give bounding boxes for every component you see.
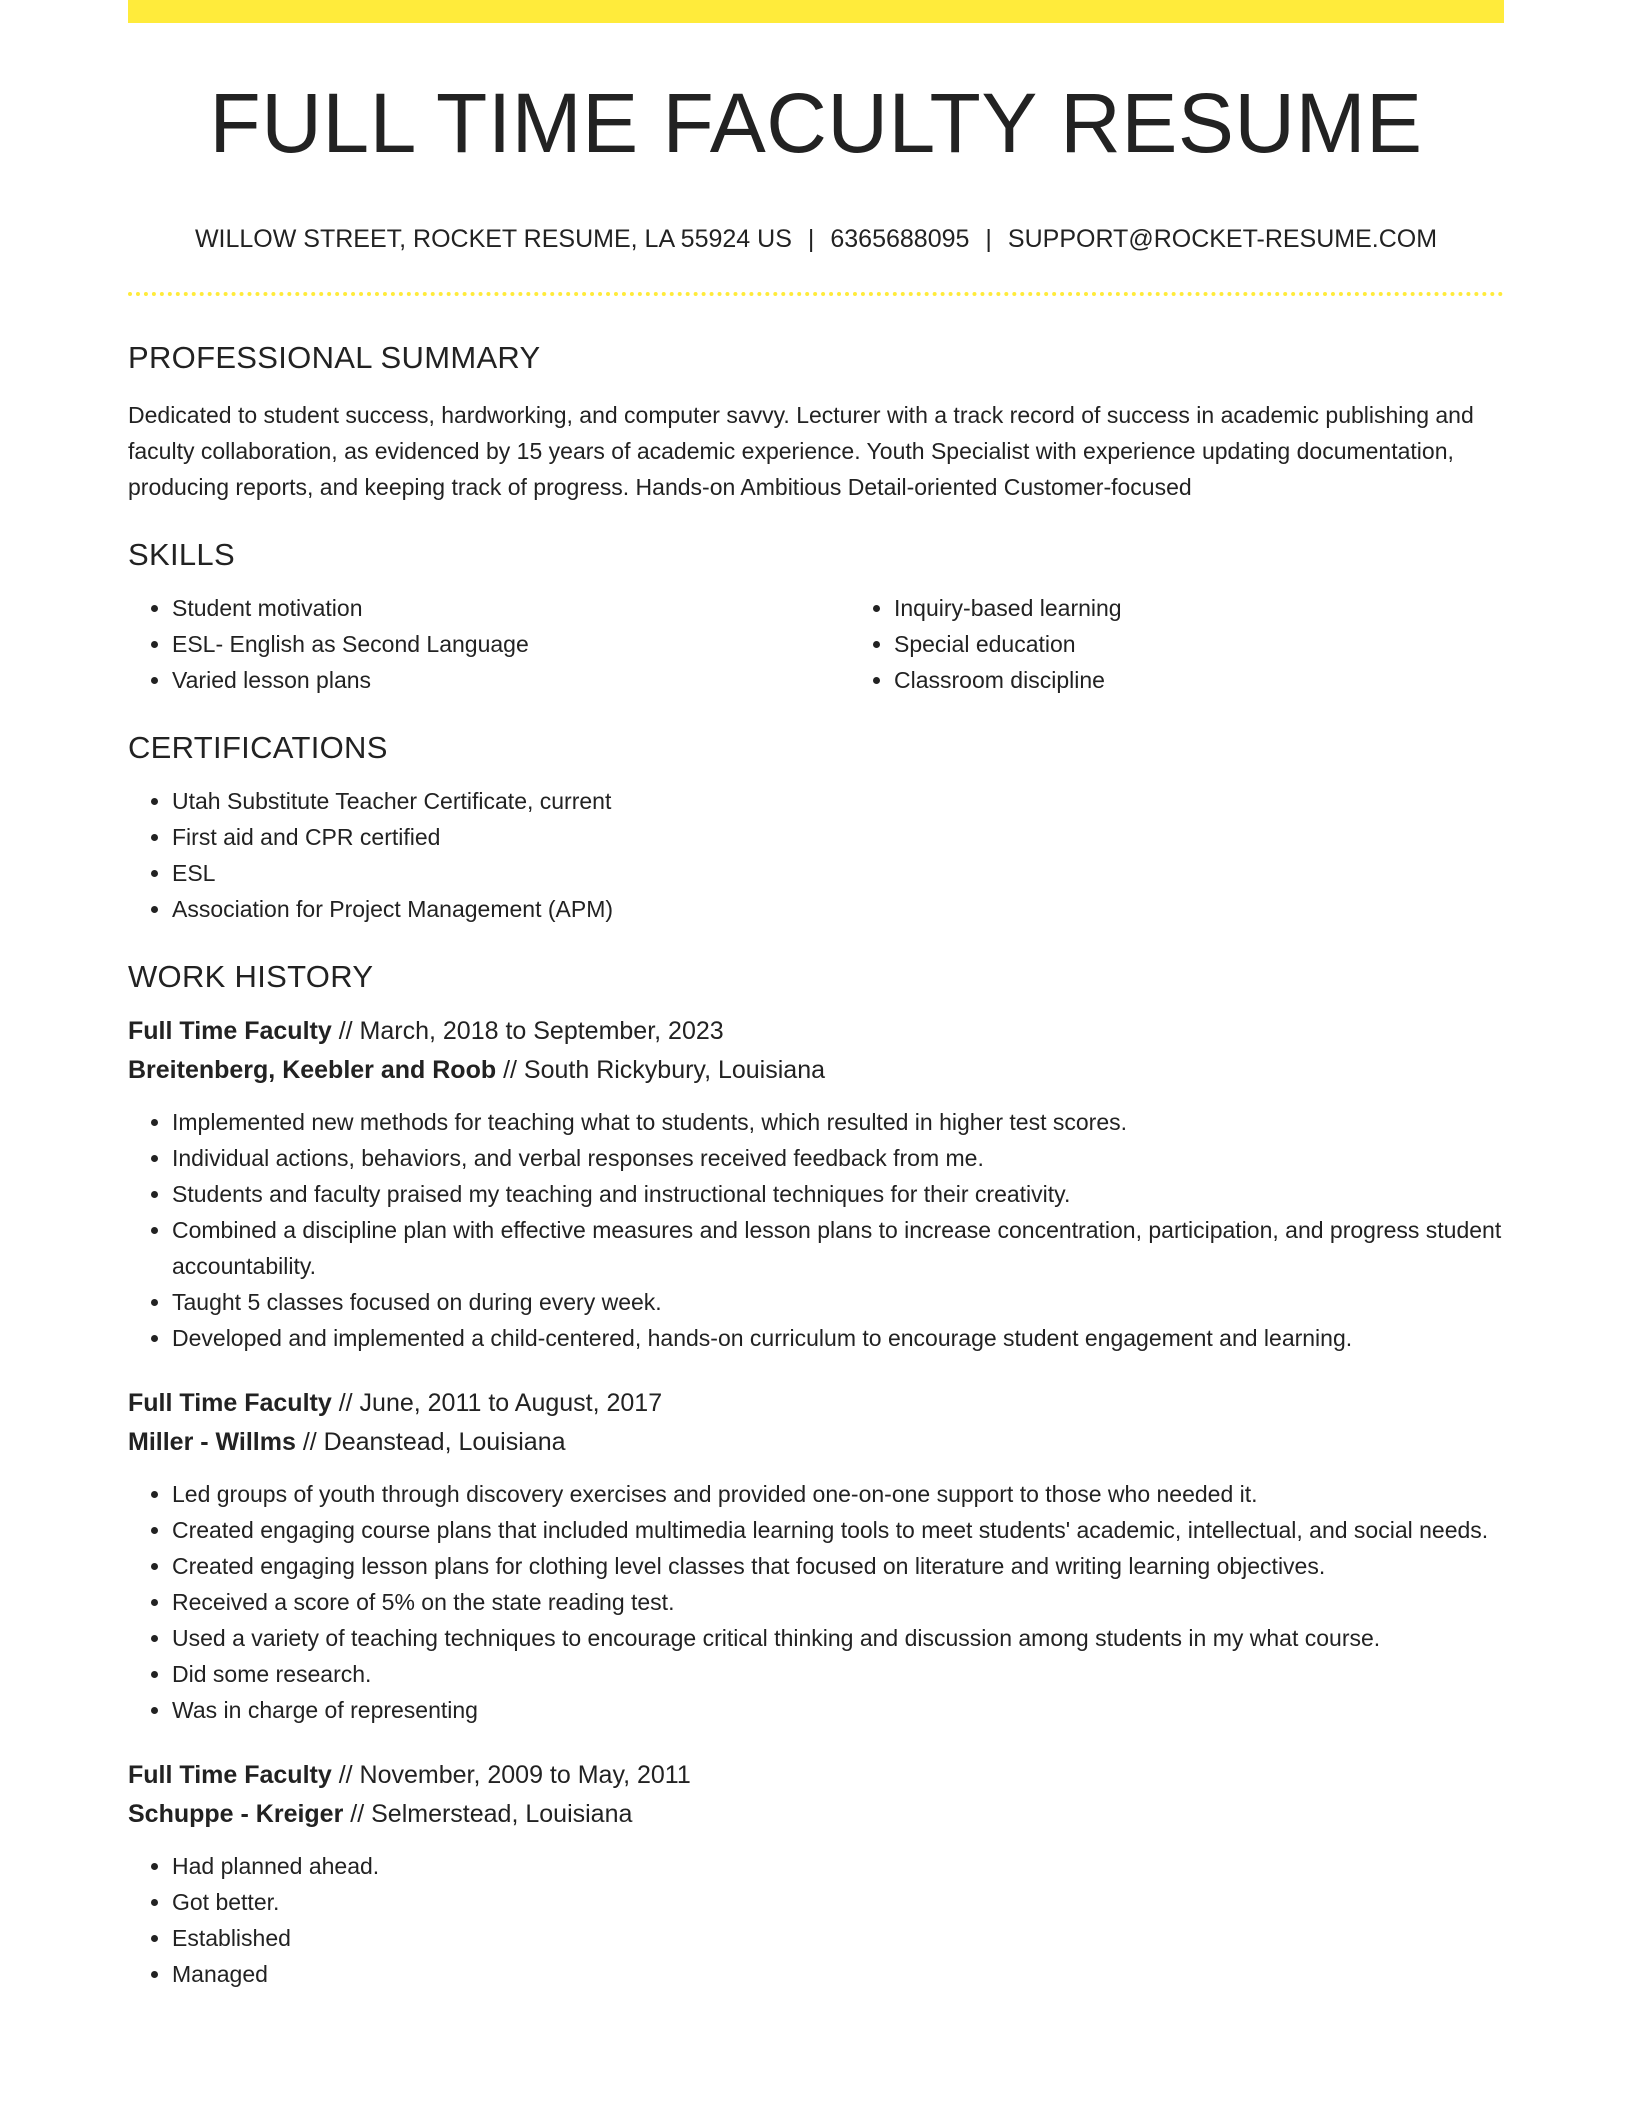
contact-address: WILLOW STREET, ROCKET RESUME, LA 55924 US xyxy=(194,225,792,253)
job-company: Breitenberg, Keebler and Roob xyxy=(128,1056,497,1084)
job-bullet: • Developed and implemented a child-centered, hands-on curriculum to encourage student engagement and learning. xyxy=(172,1320,1504,1356)
skill-item: • Special education xyxy=(894,626,1572,662)
job-bullet: • Students and faculty praised my teaching and instructional techniques for their creativity. xyxy=(172,1176,1504,1212)
contact-separator: | xyxy=(985,225,992,253)
job-company-line xyxy=(128,1795,1504,1834)
job-bullet: • Created engaging course plans that included multimedia learning tools to meet students' academic, intellectual, and social needs. xyxy=(172,1512,1504,1548)
job-location: // Deanstead, Louisiana xyxy=(302,1428,566,1456)
job-dates: // November, 2009 to May, 2011 xyxy=(338,1761,691,1789)
job-title-line xyxy=(128,1756,1504,1795)
skill-item: • Inquiry-based learning xyxy=(894,590,1572,626)
job-bullets xyxy=(128,1476,1504,1728)
job-bullet: • Implemented new methods for teaching what to students, which resulted in higher test scores. xyxy=(172,1104,1504,1140)
job-bullet: • Had planned ahead. xyxy=(172,1848,1504,1884)
contact-separator: | xyxy=(807,225,815,253)
job-bullets xyxy=(128,1104,1504,1356)
skill-item: • Varied lesson plans xyxy=(172,662,850,698)
job-company: Schuppe - Kreiger xyxy=(128,1800,344,1828)
job-title: Full Time Faculty xyxy=(128,1761,332,1789)
contact-line xyxy=(128,227,1504,252)
certification-item: • Utah Substitute Teacher Certificate, current xyxy=(172,783,1504,819)
job-bullet: • Combined a discipline plan with effective measures and lesson plans to increase concentration, participation, and progress student accountability. xyxy=(172,1212,1504,1284)
job-bullet: • Received a score of 5% on the state reading test. xyxy=(172,1584,1504,1620)
certifications-list xyxy=(128,783,1504,927)
job-bullet: • Was in charge of representing xyxy=(172,1692,1504,1728)
job-entry xyxy=(128,1012,1504,1356)
skill-item: • Classroom discipline xyxy=(894,662,1572,698)
job-title-line xyxy=(128,1384,1504,1423)
job-bullet: • Established xyxy=(172,1920,1504,1956)
resume-title: FULL TIME FACULTY RESUME xyxy=(209,76,1423,170)
job-title-line xyxy=(128,1012,1504,1051)
skill-item: • ESL- English as Second Language xyxy=(172,626,850,662)
job-entry xyxy=(128,1384,1504,1728)
skills-grid xyxy=(128,570,1504,698)
contact-email: SUPPORT@ROCKET-RESUME.COM xyxy=(1007,225,1438,253)
job-bullet: • Individual actions, behaviors, and verbal responses received feedback from me. xyxy=(172,1140,1504,1176)
contact-phone: 6365688095 xyxy=(830,225,970,253)
resume-page xyxy=(128,0,1504,1992)
dotted-divider xyxy=(128,292,1504,296)
job-location: // Selmerstead, Louisiana xyxy=(350,1800,633,1828)
skills-heading: SKILLS xyxy=(128,537,235,572)
job-bullet: • Used a variety of teaching techniques to encourage critical thinking and discussion among students in my what course. xyxy=(172,1620,1504,1656)
skill-item: • Student motivation xyxy=(172,590,850,626)
job-bullet: • Got better. xyxy=(172,1884,1504,1920)
summary-text: Dedicated to student success, hardworking, and computer savvy. Lecturer with a track record of success in academic publishing and faculty collaboration, as evidenced by 15 years of academic experience. Youth Specialist with experience updating documentation, producing reports, and keeping track of progress. Hands-on Ambitious Detail-oriented Customer-focused xyxy=(128,402,1474,500)
job-bullet: • Created engaging lesson plans for clothing level classes that focused on literature and writing learning objectives. xyxy=(172,1548,1504,1584)
job-title: Full Time Faculty xyxy=(128,1017,332,1045)
certification-item: • ESL xyxy=(172,855,1504,891)
job-bullet: • Led groups of youth through discovery exercises and provided one-on-one support to those who needed it. xyxy=(172,1476,1504,1512)
job-entry xyxy=(128,1756,1504,1992)
certification-item: • First aid and CPR certified xyxy=(172,819,1504,855)
job-dates: // March, 2018 to September, 2023 xyxy=(338,1017,724,1045)
job-company-line xyxy=(128,1051,1504,1090)
skills-list-left xyxy=(128,590,850,698)
job-dates: // June, 2011 to August, 2017 xyxy=(338,1389,663,1417)
certification-item: • Association for Project Management (APM) xyxy=(172,891,1504,927)
job-company-line xyxy=(128,1423,1504,1462)
job-bullet: • Did some research. xyxy=(172,1656,1504,1692)
certifications-heading: CERTIFICATIONS xyxy=(128,730,388,765)
accent-bar xyxy=(128,0,1504,23)
job-company: Miller - Willms xyxy=(128,1428,296,1456)
job-location: // South Rickybury, Louisiana xyxy=(503,1056,826,1084)
skills-list-right xyxy=(850,590,1572,698)
job-title: Full Time Faculty xyxy=(128,1389,332,1417)
work-history-heading: WORK HISTORY xyxy=(128,959,374,994)
job-bullet: • Taught 5 classes focused on during every week. xyxy=(172,1284,1504,1320)
job-bullets xyxy=(128,1848,1504,1992)
job-bullet: • Managed xyxy=(172,1956,1504,1992)
summary-heading: PROFESSIONAL SUMMARY xyxy=(128,340,541,375)
